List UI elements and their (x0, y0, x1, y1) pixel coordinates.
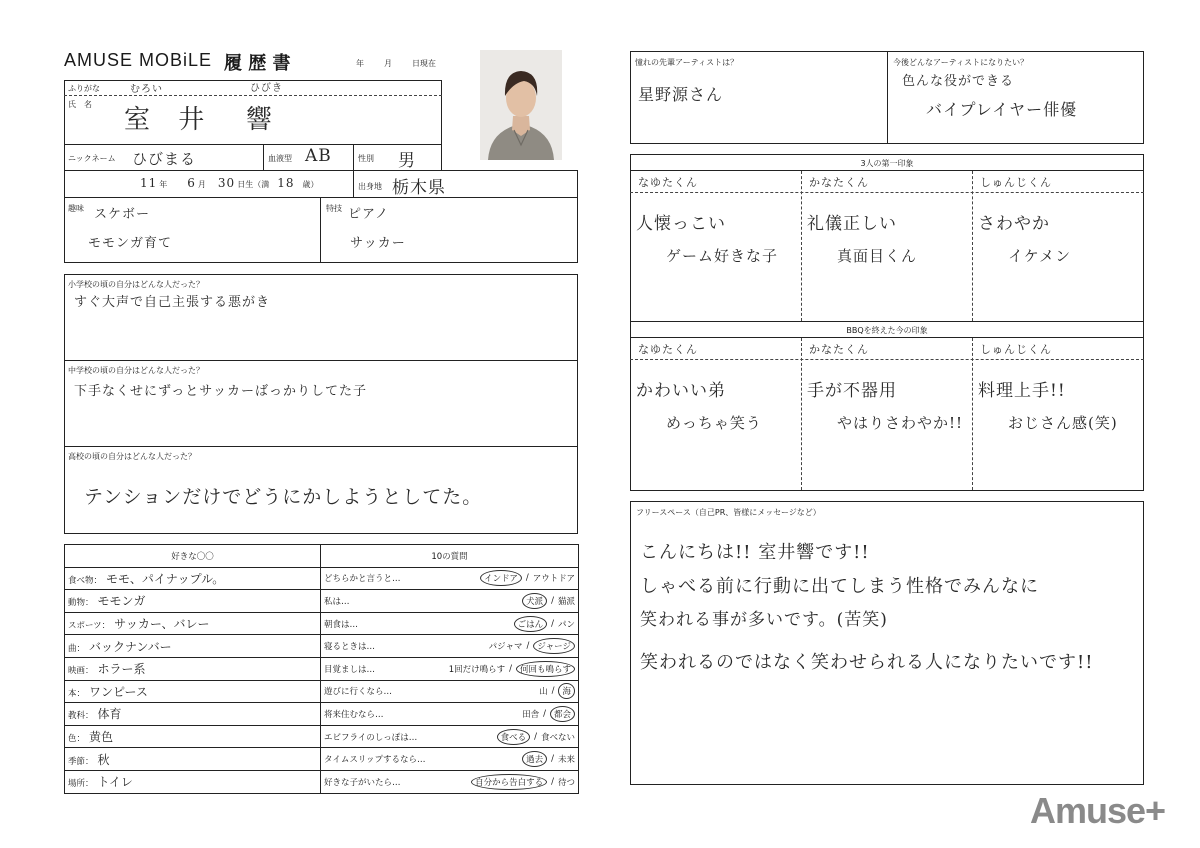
birth-day: 30 (217, 176, 236, 190)
date-month-label: 月 (384, 59, 392, 68)
option-separator: / (551, 618, 554, 629)
impression-line-1: さわやか (978, 214, 1050, 234)
age-value: 18 (277, 176, 295, 190)
option-separator: / (526, 641, 530, 652)
gender-value: 男 (398, 151, 416, 171)
impression-line-1: 礼儀正しい (807, 214, 897, 234)
furigana-divider (64, 95, 442, 96)
option-a: 過去 (522, 751, 547, 767)
favorite-value: サッカー、バレー (114, 617, 210, 632)
favorite-value: モモ、パイナップル。 (106, 571, 225, 586)
amuse-logo: Amuse+ (1030, 790, 1166, 831)
favorite-value: 黄色 (89, 730, 114, 745)
option-separator: / (551, 776, 554, 787)
impression-line-1: 料理上手!! (978, 381, 1066, 401)
favorite-item (65, 657, 321, 680)
bbq-impression-title: BBQを終えた今の印象 (846, 326, 928, 335)
resume-title-row (64, 50, 444, 74)
nickname-label: ニックネーム (68, 154, 116, 163)
skill-label: 特技 (326, 204, 342, 213)
birth-month-label: 月 (197, 180, 206, 189)
favorite-label: スポーツ： (68, 621, 111, 632)
first-impression-title: 3人の第一印象 (860, 159, 914, 168)
furigana-label: ふりがな (68, 84, 100, 93)
question-item (321, 612, 579, 635)
document-title: 履 歴 書 (224, 53, 291, 74)
favorite-label: 曲： (68, 643, 86, 654)
favorite-label: 季節： (68, 756, 94, 767)
option-separator: / (551, 595, 554, 606)
bbq-title-line (630, 337, 1144, 338)
favorite-value: 体育 (97, 707, 122, 722)
option-a: 自分から告白する (471, 774, 547, 790)
birth-year: 11 (140, 176, 158, 190)
favorite-item (65, 725, 321, 748)
favorite-item (65, 770, 321, 793)
age-label: 歳） (302, 180, 319, 189)
option-b: パン (557, 619, 575, 630)
elementary-answer: すぐ大声で自己主張する悪がき (74, 295, 271, 310)
option-b: 海 (558, 683, 575, 699)
bbq-name-underline (630, 359, 1144, 360)
question-text: 朝食は… (324, 619, 359, 630)
middle-answer: 下手なくせにずっとサッカーばっかりしてた子 (74, 384, 367, 399)
question-item (321, 680, 579, 703)
question-text: 目覚ましは… (324, 664, 376, 675)
option-a: 田舎 (522, 709, 540, 720)
nickname-row (64, 144, 442, 171)
option-b: 都会 (550, 706, 575, 722)
option-b: 待つ (557, 777, 575, 788)
favorite-label: 場所： (68, 779, 94, 790)
member-name: かなたくん (809, 176, 869, 189)
senior-artist-answer: 星野源さん (638, 85, 724, 104)
nickname-divider (263, 144, 264, 171)
impression-line-1: 手が不器用 (807, 381, 897, 401)
option-b: アウトドア (532, 574, 575, 585)
question-text: 好きな子がいたら… (324, 777, 401, 788)
high-label: 高校の頃の自分はどんな人だった？ (68, 452, 196, 461)
member-name: しゅんじくん (980, 343, 1052, 356)
question-item (321, 657, 579, 680)
free-line-4: 笑われるのではなく笑わせられる人になりたいです!! (640, 652, 1094, 673)
hobby-value-2: モモンガ育て (88, 236, 173, 251)
option-a: 山 (539, 687, 548, 698)
free-line-3: 笑われる事が多いです。(苦笑) (640, 610, 888, 630)
question-item (321, 770, 579, 793)
artist-divider (887, 51, 888, 144)
option-separator: / (551, 754, 554, 765)
member-name: かなたくん (809, 343, 869, 356)
option-separator: / (534, 731, 537, 742)
school-divider-1 (64, 360, 578, 361)
hobby-value-1: スケボー (94, 207, 151, 222)
question-item (321, 590, 579, 613)
first-divider-1 (801, 171, 802, 321)
impression-line-2: ゲーム好きな子 (666, 247, 779, 265)
furigana-family: むろい (130, 84, 163, 95)
option-b: ジャージ (533, 638, 575, 654)
hobby-label: 趣味 (68, 204, 84, 213)
first-impression-title-line (630, 170, 1144, 171)
name-given: 響 (246, 105, 274, 135)
birthday-divider (353, 170, 354, 198)
first-impression-block (630, 154, 1144, 322)
member-name: なゆたくん (638, 176, 698, 189)
free-line-1: こんにちは!! 室井響です!! (640, 542, 870, 563)
middle-label: 中学校の頃の自分はどんな人だった？ (68, 366, 204, 375)
favorite-item (65, 680, 321, 703)
favorite-value: トイレ (97, 775, 133, 790)
blood-divider (353, 144, 354, 171)
date-day-label: 日現在 (412, 59, 436, 68)
name-family: 室 井 (124, 105, 215, 135)
birth-year-label: 年 (159, 180, 168, 189)
favorite-item (65, 748, 321, 771)
option-a: パジャマ (488, 642, 523, 653)
skill-value-2: サッカー (350, 236, 406, 251)
future-artist-answer-1: 色んな役ができる (902, 74, 1015, 89)
school-divider-2 (64, 446, 578, 447)
birth-day-label: 日生（満 (237, 180, 270, 189)
favorite-item (65, 612, 321, 635)
question-item (321, 635, 579, 658)
favorite-value: 秋 (97, 752, 110, 767)
question-item (321, 725, 579, 748)
favorite-value: モモンガ (97, 594, 146, 609)
first-name-underline (630, 192, 1144, 193)
option-b: 食べない (540, 732, 575, 743)
favorite-label: 教科： (68, 711, 94, 722)
favorite-item (65, 590, 321, 613)
birthday (140, 176, 318, 190)
question-text: どちらかと言うと… (324, 574, 401, 585)
favorite-value: ワンピース (89, 684, 148, 699)
question-text: エビフライのしっぽは… (324, 732, 418, 743)
high-answer: テンションだけでどうにかしようとしてた。 (84, 486, 483, 508)
hometown-label: 出身地 (358, 182, 382, 191)
option-a: インドア (480, 570, 522, 586)
bbq-divider-2 (972, 338, 973, 490)
question-item (321, 748, 579, 771)
free-space-label: フリースペース（自己PR、皆様にメッセージなど） (636, 508, 821, 517)
member-name: なゆたくん (638, 343, 698, 356)
option-a: 1回だけ鳴らす (448, 664, 506, 675)
option-separator: / (509, 663, 512, 674)
impression-line-2: おじさん感(笑) (1008, 414, 1118, 432)
favorite-item (65, 703, 321, 726)
date-year-label: 年 (356, 59, 364, 68)
future-artist-label: 今後どんなアーティストになりたい？ (893, 58, 1029, 67)
favorite-label: 本： (68, 688, 86, 699)
favorite-value: バックナンバー (89, 639, 172, 654)
impression-line-2: めっちゃ笑う (666, 414, 762, 432)
favorite-label: 動物： (68, 598, 94, 609)
favorite-label: 色： (68, 734, 86, 745)
favorite-value: ホラー系 (97, 662, 146, 677)
nickname-value: ひびまる (132, 150, 197, 168)
option-b: 猫派 (557, 596, 575, 607)
question-text: 遊びに行くなら… (324, 687, 393, 698)
blood-label: 血液型 (268, 154, 292, 163)
impression-line-2: やはりさわやか!! (837, 414, 964, 432)
bbq-divider-1 (801, 338, 802, 490)
impression-line-2: 真面目くん (837, 247, 918, 265)
skill-value-1: ピアノ (348, 207, 389, 222)
question-item (321, 703, 579, 726)
favorite-label: 映画： (68, 666, 94, 677)
member-name: しゅんじくん (980, 176, 1052, 189)
option-separator: / (551, 686, 555, 697)
impression-line-1: かわいい弟 (636, 381, 726, 401)
question-text: 私は… (324, 596, 350, 607)
profile-photo (480, 50, 562, 160)
blood-value: AB (305, 146, 332, 166)
question-item (321, 567, 579, 590)
birth-month: 6 (187, 176, 196, 190)
bbq-impression-block (630, 321, 1144, 491)
impression-line-1: 人懐っこい (636, 214, 726, 234)
favorite-item (65, 567, 321, 590)
name-label: 氏 名 (68, 100, 92, 109)
question-text: 寝るときは… (324, 642, 376, 653)
option-a: ごはん (514, 616, 548, 632)
option-a: 食べる (497, 729, 531, 745)
favorite-item (65, 635, 321, 658)
favorites-questions-table (64, 544, 579, 794)
favorite-label: 食べ物： (68, 575, 103, 586)
hometown-value: 栃木県 (392, 178, 446, 198)
question-text: 将来住むなら… (324, 709, 384, 720)
questions-header: 10の質問 (321, 545, 579, 568)
option-a: 犬派 (522, 593, 547, 609)
option-separator: / (543, 708, 546, 719)
option-separator: / (525, 573, 529, 584)
hobby-divider (320, 197, 321, 263)
option-b: 未来 (557, 755, 575, 766)
favorites-header: 好きな〇〇 (65, 545, 321, 568)
impression-line-2: イケメン (1008, 247, 1072, 265)
free-line-2: しゃべる前に行動に出てしまう性格でみんなに (640, 576, 1039, 597)
first-divider-2 (972, 171, 973, 321)
senior-artist-label: 憧れの先輩アーティストは？ (635, 58, 739, 67)
future-artist-answer-2: バイプレイヤー俳優 (926, 100, 1078, 119)
option-b: 何回も鳴らす (516, 661, 575, 677)
gender-label: 性別 (358, 154, 374, 163)
question-text: タイムスリップするなら… (324, 755, 426, 766)
elementary-label: 小学校の頃の自分はどんな人だった？ (68, 280, 204, 289)
furigana-given: ひびき (250, 83, 283, 94)
brand-title: AMUSE MOBiLE (64, 50, 213, 70)
